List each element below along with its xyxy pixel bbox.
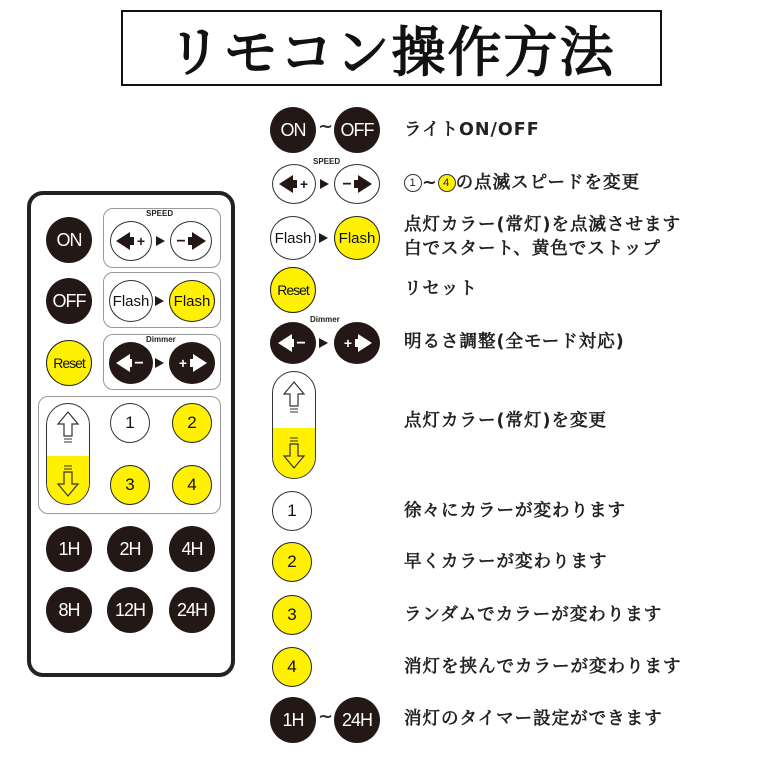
- reset-button[interactable]: [46, 340, 92, 386]
- timer-12h-button[interactable]: [107, 587, 153, 633]
- legend-flash-white: [270, 216, 316, 260]
- legend-flash-yellow: [334, 216, 380, 260]
- up-arrow-icon: [56, 410, 80, 446]
- desc-mode-1: 徐々にカラーが変わります: [404, 501, 626, 521]
- legend-speed-up: [272, 164, 316, 204]
- legend-flash-white-label: Flash: [274, 229, 312, 247]
- flash-white-label: Flash: [112, 292, 150, 310]
- legend-dimmer-arrow: [319, 338, 328, 348]
- on-button[interactable]: [46, 217, 92, 263]
- legend-mode-1-label: 1: [287, 501, 297, 520]
- timer-24h-button[interactable]: [169, 587, 215, 633]
- desc-speed-tilde: ~: [422, 173, 438, 193]
- legend-mode-4: [272, 647, 312, 687]
- plus-right-arrow-icon: [175, 352, 209, 374]
- svg-text:+: +: [299, 176, 309, 192]
- inline-mode-1: 1: [404, 174, 422, 192]
- flash-yellow-label: Flash: [173, 292, 211, 310]
- legend-timer-24h-label: 24H: [341, 709, 373, 730]
- timer-2h-label: 2H: [119, 538, 141, 559]
- legend-timer-24h: [334, 697, 380, 743]
- legend-mode-2-label: 2: [287, 552, 297, 571]
- color-rocker-switch[interactable]: [46, 403, 90, 505]
- left-arrow-plus-icon: [114, 230, 148, 252]
- inline-mode-4: 4: [438, 174, 456, 192]
- desc-flash-line1: 点灯カラー(常灯)を点滅させます: [404, 215, 681, 235]
- desc-mode-3: ランダムでカラーが変わります: [404, 605, 663, 625]
- mode-3-button[interactable]: [110, 465, 150, 505]
- mode-2-button[interactable]: [172, 403, 212, 443]
- timer-1h-label: 1H: [58, 538, 80, 559]
- svg-text:−: −: [176, 233, 186, 250]
- timer-12h-label: 12H: [114, 599, 146, 620]
- off-button[interactable]: [46, 278, 92, 324]
- legend-mode-3-label: 3: [287, 605, 297, 624]
- svg-text:+: +: [136, 233, 146, 249]
- page-title: リモコン操作方法: [167, 20, 616, 84]
- minus-right-arrow-icon: [340, 173, 374, 195]
- timer-24h-label: 24H: [176, 599, 208, 620]
- desc-color-change: 点灯カラー(常灯)を変更: [404, 411, 607, 431]
- mode-1-label: 1: [125, 413, 135, 432]
- svg-text:+: +: [343, 335, 353, 351]
- left-arrow-minus-icon: [114, 352, 148, 374]
- legend-off-button: [334, 107, 380, 153]
- legend-mode-1: [272, 491, 312, 531]
- timer-4h-button[interactable]: [169, 526, 215, 572]
- timer-4h-label: 4H: [181, 538, 203, 559]
- mode-1-button[interactable]: [110, 403, 150, 443]
- mode-3-label: 3: [125, 475, 135, 494]
- svg-text:−: −: [134, 355, 144, 372]
- down-arrow-icon: [282, 434, 306, 470]
- dimmer-up-button[interactable]: [169, 342, 215, 384]
- page-title-box: [121, 10, 662, 86]
- down-arrow-icon: [56, 462, 80, 498]
- plus-right-arrow-icon: [340, 332, 374, 354]
- svg-text:+: +: [178, 355, 188, 371]
- timer-8h-button[interactable]: [46, 587, 92, 633]
- mode-4-button[interactable]: [172, 465, 212, 505]
- speed-arrow-icon: [156, 236, 165, 246]
- minus-right-arrow-icon: [174, 230, 208, 252]
- legend-dimmer-label: Dimmer: [310, 315, 340, 324]
- legend-reset-button: [270, 267, 316, 313]
- desc-speed: [404, 171, 640, 195]
- off-label: OFF: [52, 290, 86, 311]
- left-arrow-plus-icon: [277, 173, 311, 195]
- legend-speed-label: SPEED: [313, 157, 341, 166]
- left-arrow-minus-icon: [276, 332, 310, 354]
- legend-on-button: [270, 107, 316, 153]
- legend-reset-label: Reset: [277, 282, 309, 298]
- desc-mode-2: 早くカラーが変わります: [404, 552, 608, 572]
- legend-timer-1h: [270, 697, 316, 743]
- flash-white-button[interactable]: [109, 280, 153, 322]
- legend-tilde: ~: [318, 116, 334, 137]
- speed-label: SPEED: [146, 209, 174, 218]
- timer-2h-button[interactable]: [107, 526, 153, 572]
- legend-mode-4-label: 4: [287, 657, 297, 676]
- legend-mode-2: [272, 542, 312, 582]
- legend-speed-arrow: [320, 179, 329, 189]
- legend-speed-down: [334, 164, 380, 204]
- legend-dimmer-up: [334, 322, 380, 364]
- desc-mode-4: 消灯を挟んでカラーが変わります: [404, 657, 682, 677]
- speed-down-button[interactable]: [170, 221, 212, 261]
- desc-on-off: ライトON/OFF: [404, 120, 540, 140]
- legend-color-rocker: [272, 371, 316, 479]
- timer-1h-button[interactable]: [46, 526, 92, 572]
- dimmer-label: Dimmer: [146, 335, 176, 344]
- svg-text:−: −: [342, 176, 352, 193]
- flash-arrow-icon: [155, 296, 164, 306]
- desc-dimmer: 明るさ調整(全モード対応): [404, 332, 625, 352]
- desc-timer: 消灯のタイマー設定ができます: [404, 709, 663, 729]
- desc-flash-line2: 白でスタート、黄色でストップ: [404, 239, 661, 259]
- legend-off-label: OFF: [340, 119, 374, 140]
- speed-up-button[interactable]: [110, 221, 152, 261]
- legend-timer-tilde: ~: [318, 706, 334, 727]
- reset-label: Reset: [53, 355, 85, 371]
- mode-2-label: 2: [187, 413, 197, 432]
- legend-timer-1h-label: 1H: [282, 709, 304, 730]
- dimmer-down-button[interactable]: [109, 342, 153, 384]
- on-label: ON: [56, 229, 82, 250]
- legend-mode-3: [272, 595, 312, 635]
- desc-speed-text: の点滅スピードを変更: [455, 173, 640, 193]
- svg-text:−: −: [296, 335, 306, 352]
- up-arrow-icon: [282, 380, 306, 416]
- legend-flash-yellow-label: Flash: [338, 229, 376, 247]
- dimmer-arrow-icon: [155, 358, 164, 368]
- flash-yellow-button[interactable]: [169, 280, 215, 322]
- legend-dimmer-down: [270, 322, 316, 364]
- mode-4-label: 4: [187, 475, 197, 494]
- legend-flash-arrow: [319, 233, 328, 243]
- desc-reset: リセット: [404, 279, 478, 299]
- timer-8h-label: 8H: [58, 599, 80, 620]
- legend-on-label: ON: [280, 119, 306, 140]
